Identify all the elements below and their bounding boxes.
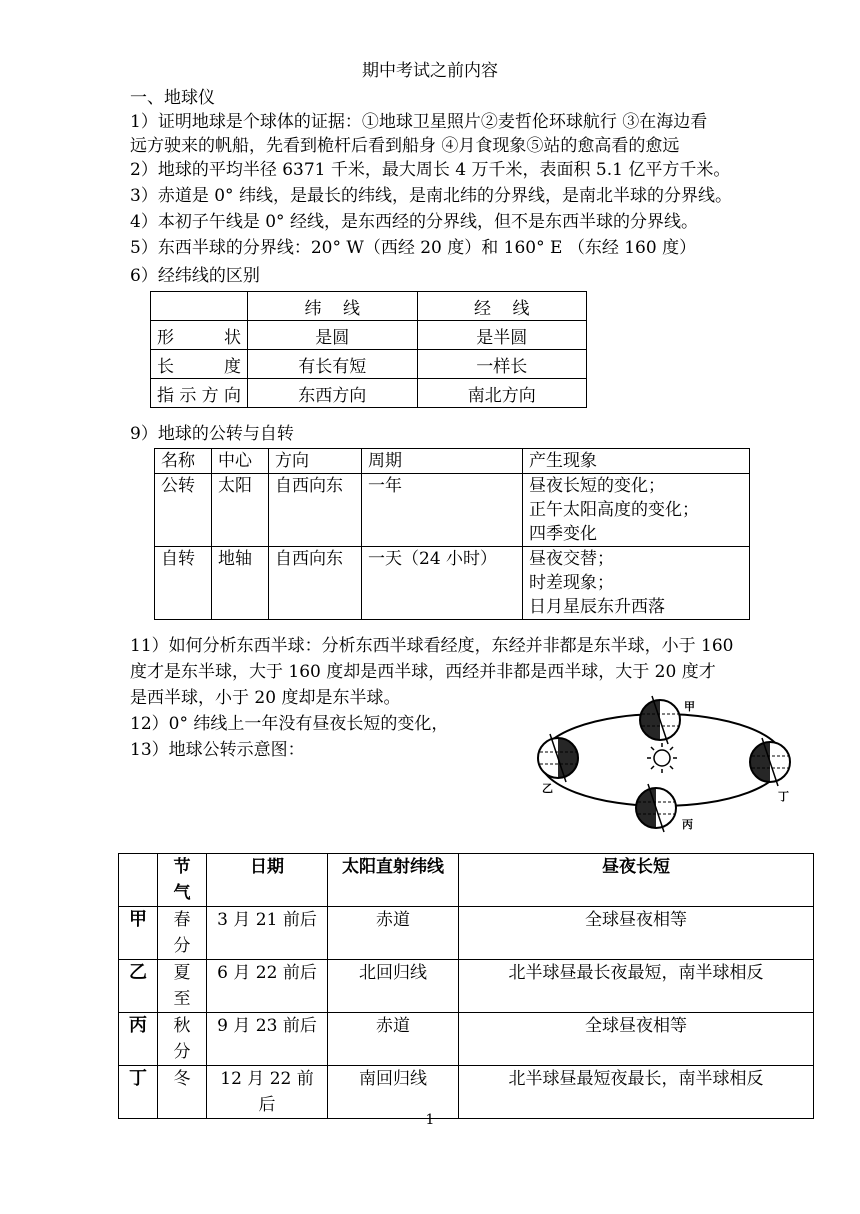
table-cell: 太阳 xyxy=(212,474,269,547)
table-cell: 甲 xyxy=(119,907,158,960)
table-cell: 形状 xyxy=(151,321,248,350)
text-line: 9）地球的公转与自转 xyxy=(130,424,294,444)
table-cell: 赤道 xyxy=(328,907,459,960)
text-line: 1）证明地球是个球体的证据：①地球卫星照片②麦哲伦环球航行 ③在海边看 xyxy=(130,112,708,132)
table-cell: 指示方向 xyxy=(151,379,248,408)
table-cell: 中心 xyxy=(212,449,269,474)
table-cell: 太阳直射纬线 xyxy=(328,854,459,907)
table-cell: 丁 xyxy=(119,1066,158,1119)
table-row xyxy=(151,321,587,350)
table-cell: 一样长 xyxy=(417,350,587,379)
section-heading: 一、地球仪 xyxy=(130,88,215,108)
diagram-label: 乙 xyxy=(542,782,553,795)
table-cell: 夏至 xyxy=(158,960,207,1013)
sun-icon xyxy=(647,743,677,773)
diagram-label: 丁 xyxy=(778,790,789,803)
table-header-row xyxy=(119,854,814,907)
text-line: 2）地球的平均半径 6371 千米，最大周长 4 万千米，表面积 5.1 亿平方千米。 xyxy=(130,160,731,180)
table-cell: 3 月 21 前后 xyxy=(207,907,328,960)
text-line: 5）东西半球的分界线：20° W（西经 20 度）和 160° E （东经 160 度） xyxy=(130,238,697,258)
table-cell: 北半球昼最长夜最短，南半球相反 xyxy=(459,960,814,1013)
table-cell: 长度 xyxy=(151,350,248,379)
text-line: 是西半球，小于 20 度却是东半球。 xyxy=(130,688,401,708)
earth-icon xyxy=(636,784,676,832)
table-cell: 节气 xyxy=(158,854,207,907)
table-cell: 北半球昼最短夜最长，南半球相反 xyxy=(459,1066,814,1119)
table-cell xyxy=(523,547,750,620)
table-cell: 昼夜长短 xyxy=(459,854,814,907)
diagram-label: 甲 xyxy=(684,700,695,713)
table-cell xyxy=(119,854,158,907)
table-row xyxy=(119,960,814,1013)
table-cell: 6 月 22 前后 xyxy=(207,960,328,1013)
table-cell: 冬 xyxy=(158,1066,207,1119)
phenomenon: 日月星辰东升西落 xyxy=(529,597,665,617)
table-cell: 经 线 xyxy=(417,292,587,321)
table-cell: 秋分 xyxy=(158,1013,207,1066)
table-cell: 地轴 xyxy=(212,547,269,620)
table-cell: 是圆 xyxy=(248,321,418,350)
page-title: 期中考试之前内容 xyxy=(362,61,498,81)
text-line: 度才是东半球，大于 160 度却是西半球，西经并非都是西半球，大于 20 度才 xyxy=(130,662,716,682)
phenomenon: 时差现象； xyxy=(529,573,614,593)
table-cell: 9 月 23 前后 xyxy=(207,1013,328,1066)
table-cell: 东西方向 xyxy=(248,379,418,408)
table-cell: 一天（24 小时） xyxy=(362,547,523,620)
table-row xyxy=(119,1013,814,1066)
table-cell: 产生现象 xyxy=(523,449,750,474)
table-cell: 自西向东 xyxy=(269,547,362,620)
text-line: 4）本初子午线是 0° 经线，是东西经的分界线，但不是东西半球的分界线。 xyxy=(130,212,698,232)
table-cell: 赤道 xyxy=(328,1013,459,1066)
table-cell: 名称 xyxy=(155,449,212,474)
table-row xyxy=(151,350,587,379)
earth-icon xyxy=(538,734,578,782)
table-cell: 自西向东 xyxy=(269,474,362,547)
table-header-row xyxy=(155,449,750,474)
table-cell xyxy=(523,474,750,547)
table-cell: 全球昼夜相等 xyxy=(459,907,814,960)
revolution-rotation-table xyxy=(154,448,750,620)
phenomenon: 四季变化 xyxy=(529,524,597,544)
text-line: 远方驶来的帆船，先看到桅杆后看到船身 ④月食现象⑤站的愈高看的愈远 xyxy=(130,136,680,156)
table-cell: 日期 xyxy=(207,854,328,907)
table-cell: 周期 xyxy=(362,449,523,474)
phenomenon: 正午太阳高度的变化； xyxy=(529,500,699,520)
phenomenon: 昼夜长短的变化； xyxy=(529,476,665,496)
earth-icon xyxy=(640,696,680,744)
earth-icon xyxy=(750,738,790,786)
diagram-label: 丙 xyxy=(682,818,693,831)
table-row xyxy=(155,474,750,547)
latitude-longitude-table xyxy=(150,291,587,408)
table-cell: 春分 xyxy=(158,907,207,960)
table-cell: 自转 xyxy=(155,547,212,620)
table-cell: 方向 xyxy=(269,449,362,474)
table-cell: 南回归线 xyxy=(328,1066,459,1119)
table-row xyxy=(155,547,750,620)
text-line: 6）经纬线的区别 xyxy=(130,266,260,286)
table-row xyxy=(151,379,587,408)
text-line: 11）如何分析东西半球：分析东西半球看经度，东经并非都是东半球，小于 160 xyxy=(130,636,734,656)
table-cell: 乙 xyxy=(119,960,158,1013)
table-cell: 南北方向 xyxy=(417,379,587,408)
table-row xyxy=(119,907,814,960)
table-row xyxy=(119,1066,814,1119)
phenomenon: 昼夜交替； xyxy=(529,549,614,569)
text-line: 12）0° 纬线上一年没有昼夜长短的变化， xyxy=(130,714,449,734)
solar-terms-table xyxy=(118,853,814,1119)
table-cell: 是半圆 xyxy=(417,321,587,350)
table-cell xyxy=(151,292,248,321)
earth-orbit-diagram xyxy=(522,690,812,840)
table-cell: 全球昼夜相等 xyxy=(459,1013,814,1066)
table-cell: 一年 xyxy=(362,474,523,547)
table-cell: 纬 线 xyxy=(248,292,418,321)
table-cell: 丙 xyxy=(119,1013,158,1066)
table-cell: 12 月 22 前后 xyxy=(207,1066,328,1119)
table-header-row xyxy=(151,292,587,321)
page-number: 1 xyxy=(425,1112,435,1128)
table-cell: 有长有短 xyxy=(248,350,418,379)
text-line: 13）地球公转示意图： xyxy=(130,740,305,760)
table-cell: 公转 xyxy=(155,474,212,547)
table-cell: 北回归线 xyxy=(328,960,459,1013)
text-line: 3）赤道是 0° 纬线，是最长的纬线，是南北纬的分界线，是南北半球的分界线。 xyxy=(130,186,732,206)
